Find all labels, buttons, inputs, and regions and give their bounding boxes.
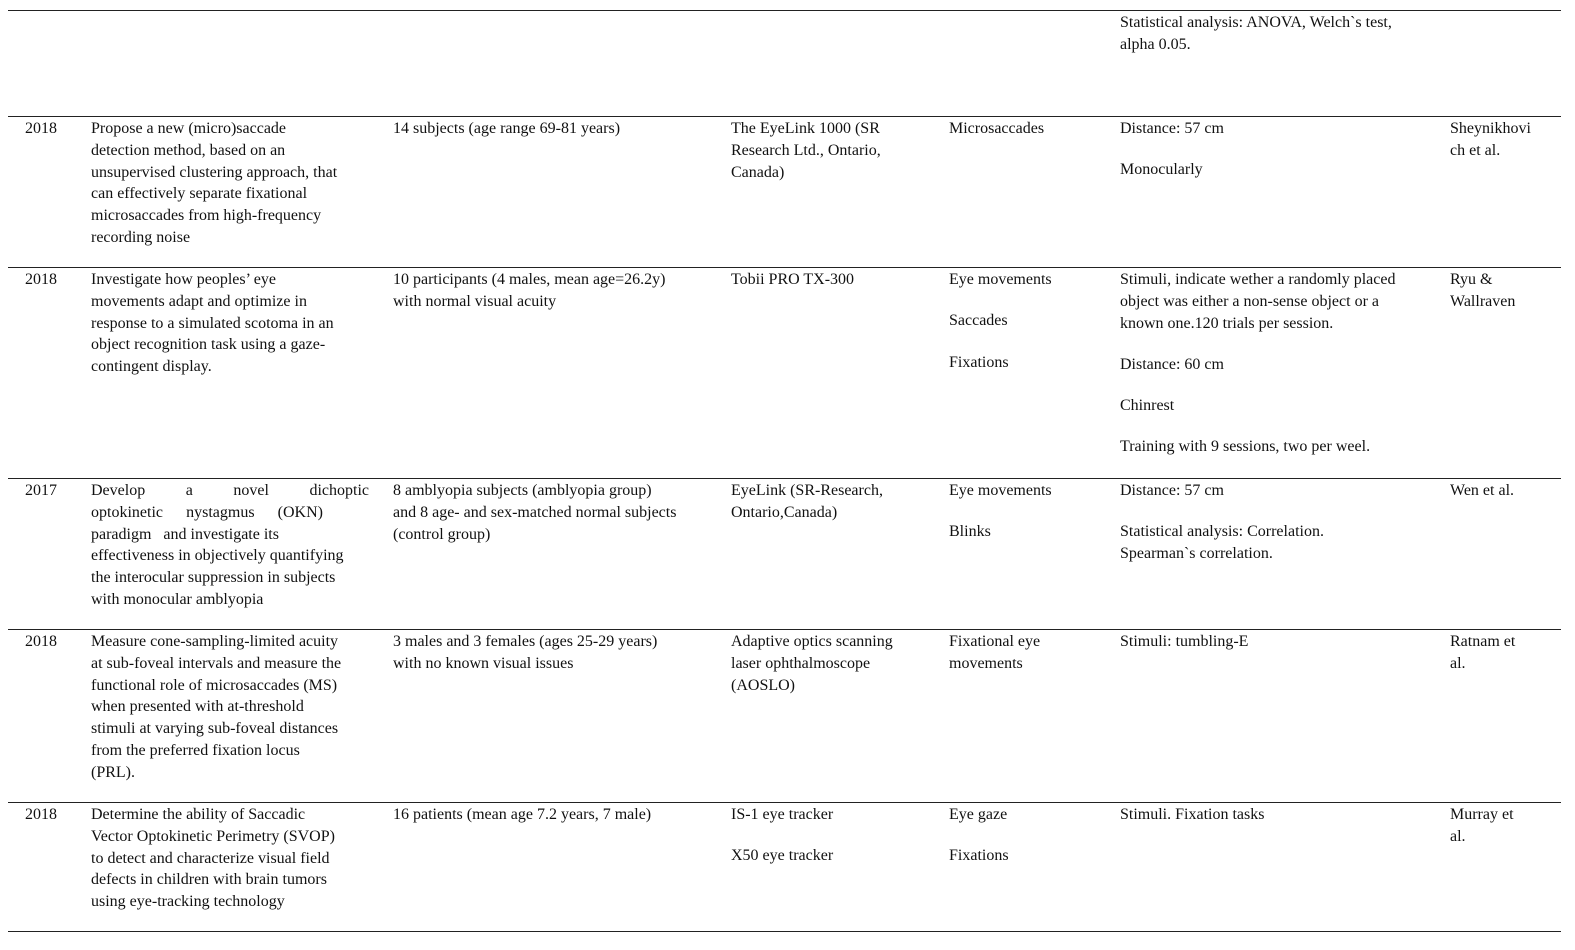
details-line: alpha 0.05. xyxy=(1120,35,1191,53)
aim-line: effectiveness in objectively quantifying xyxy=(91,547,344,565)
details-line: Training with 9 sessions, two per weel. xyxy=(1120,438,1371,456)
device-cell xyxy=(731,631,921,696)
aim-line: Vector Optokinetic Perimetry (SVOP) xyxy=(91,827,335,845)
details-line: Statistical analysis: Correlation. xyxy=(1120,523,1324,541)
metric-line: Eye movements xyxy=(949,482,1052,499)
metric-line: Fixations xyxy=(949,353,1009,371)
aim-word: a xyxy=(185,482,193,499)
year-cell: 2018 xyxy=(25,806,57,823)
subjects-cell xyxy=(393,804,711,826)
aim-line: microsaccades from high-frequency xyxy=(91,207,322,225)
details-line: Spearman`s correlation. xyxy=(1120,545,1273,563)
authors-line: al. xyxy=(1450,827,1466,845)
metric-line: movements xyxy=(949,654,1023,672)
details-item xyxy=(1120,480,1430,502)
metric-item xyxy=(949,269,1099,291)
table-row-divider xyxy=(8,116,1561,117)
device-cell xyxy=(731,118,921,183)
details-item xyxy=(1120,354,1430,376)
metric-line: Fixational eye xyxy=(949,633,1041,650)
aim-line: functional role of microsaccades (MS) xyxy=(91,676,338,694)
table-row-divider xyxy=(8,629,1561,630)
details-line: Distance: 57 cm xyxy=(1120,120,1224,137)
aim-line xyxy=(91,480,369,502)
aim-line: unsupervised clustering approach, that xyxy=(91,163,338,181)
metric-line: Eye movements xyxy=(949,271,1052,288)
year-cell: 2018 xyxy=(25,271,57,288)
aim-line: using eye-tracking technology xyxy=(91,893,285,911)
aim-word: dichoptic xyxy=(309,482,369,499)
aim-cell xyxy=(91,631,369,784)
details-line: Chinrest xyxy=(1120,397,1175,415)
details-item xyxy=(1120,631,1430,653)
aim-cell xyxy=(91,269,369,378)
subjects-line: 10 participants (4 males, mean age=26.2y) xyxy=(393,271,666,288)
metric-line: Eye gaze xyxy=(949,806,1008,823)
device-line: Research Ltd., Ontario, xyxy=(731,141,881,159)
details-cell xyxy=(1120,480,1430,565)
details-item xyxy=(1120,159,1430,181)
aim-word: (OKN) xyxy=(277,503,323,521)
authors-cell xyxy=(1450,118,1545,162)
authors-line: Ryu & xyxy=(1450,271,1493,288)
details-cell xyxy=(1120,631,1430,653)
device-line: Canada) xyxy=(731,163,785,181)
details-line: object was either a non-sense object or a xyxy=(1120,292,1380,310)
authors-cell xyxy=(1450,631,1545,675)
subjects-line: 3 males and 3 females (ages 25-29 years) xyxy=(393,633,658,650)
device-line: (AOSLO) xyxy=(731,676,795,694)
aim-cell xyxy=(91,804,369,913)
details-line: Monocularly xyxy=(1120,161,1203,179)
metrics-cell xyxy=(949,804,1099,867)
details-line: Distance: 57 cm xyxy=(1120,482,1224,499)
details-line: known one.120 trials per session. xyxy=(1120,314,1334,332)
metric-line: Blinks xyxy=(949,523,991,541)
year-cell: 2017 xyxy=(25,482,57,499)
aim-line: Investigate how peoples’ eye xyxy=(91,271,276,288)
aim-line: response to a simulated scotoma in an xyxy=(91,314,334,332)
details-item xyxy=(1120,521,1430,565)
details-line: Stimuli: tumbling-E xyxy=(1120,633,1249,650)
metric-line: Saccades xyxy=(949,312,1008,330)
metric-item xyxy=(949,521,1099,543)
authors-line: Sheynikhovi xyxy=(1450,120,1531,137)
subjects-cell xyxy=(393,631,711,675)
aim-line: recording noise xyxy=(91,228,191,246)
subjects-line: and 8 age- and sex-matched normal subjects xyxy=(393,503,677,521)
table-bottom-rule xyxy=(8,931,1561,932)
subjects-line: 8 amblyopia subjects (amblyopia group) xyxy=(393,482,652,499)
details-item xyxy=(1120,804,1430,826)
metric-line: Microsaccades xyxy=(949,120,1045,137)
details-item xyxy=(1120,269,1430,334)
metric-line: Fixations xyxy=(949,847,1009,865)
details-line: Statistical analysis: ANOVA, Welch`s test, xyxy=(1120,14,1392,31)
metric-item xyxy=(949,631,1099,675)
device-line: The EyeLink 1000 (SR xyxy=(731,120,880,137)
table-row-divider xyxy=(8,267,1561,268)
aim-line: at sub-foveal intervals and measure the xyxy=(91,654,342,672)
details-item xyxy=(1120,118,1430,140)
device-cell xyxy=(731,269,921,291)
details-cell xyxy=(1120,804,1430,826)
details-line: Distance: 60 cm xyxy=(1120,355,1224,373)
subjects-line: (control group) xyxy=(393,525,491,543)
subjects-cell xyxy=(393,480,711,545)
details-cell xyxy=(1120,118,1430,181)
device-cell xyxy=(731,480,921,524)
details-item xyxy=(1120,436,1430,458)
details-cell xyxy=(1120,269,1430,458)
device-cell xyxy=(731,804,921,867)
device-line: EyeLink (SR-Research, xyxy=(731,482,883,499)
aim-line: Determine the ability of Saccadic xyxy=(91,806,306,823)
aim-word: Develop xyxy=(91,482,146,499)
metrics-cell xyxy=(949,269,1099,373)
table-row-divider xyxy=(8,478,1561,479)
authors-cell xyxy=(1450,804,1545,848)
aim-line: Propose a new (micro)saccade xyxy=(91,120,287,137)
details-item xyxy=(1120,395,1430,417)
authors-line: Wen et al. xyxy=(1450,482,1515,499)
aim-cell xyxy=(91,480,369,611)
aim-line: object recognition task using a gaze- xyxy=(91,336,326,354)
authors-line: Murray et xyxy=(1450,806,1514,823)
device-line: Adaptive optics scanning xyxy=(731,633,893,650)
aim-line: can effectively separate fixational xyxy=(91,185,308,203)
subjects-line: 14 subjects (age range 69-81 years) xyxy=(393,120,621,137)
aim-line: paradigm and investigate its xyxy=(91,525,279,543)
aim-line: defects in children with brain tumors xyxy=(91,871,327,889)
aim-line: with monocular amblyopia xyxy=(91,590,264,608)
metrics-cell xyxy=(949,480,1099,543)
device-line: Tobii PRO TX-300 xyxy=(731,271,855,288)
table-top-rule xyxy=(8,10,1561,11)
details-line: Stimuli, indicate wether a randomly placed xyxy=(1120,271,1396,288)
aim-line: detection method, based on an xyxy=(91,141,286,159)
device-item xyxy=(731,845,921,867)
aim-cell xyxy=(91,118,369,249)
device-line: X50 eye tracker xyxy=(731,847,834,865)
device-line: laser ophthalmoscope xyxy=(731,654,871,672)
aim-line: Measure cone-sampling-limited acuity xyxy=(91,633,339,650)
device-item xyxy=(731,804,921,826)
aim-word: optokinetic xyxy=(91,503,163,521)
aim-word: novel xyxy=(233,482,269,499)
subjects-cell xyxy=(393,269,711,313)
aim-line xyxy=(91,502,323,524)
metric-item xyxy=(949,118,1099,140)
authors-line: Ratnam et xyxy=(1450,633,1516,650)
device-line: IS-1 eye tracker xyxy=(731,806,834,823)
aim-line: from the preferred fixation locus xyxy=(91,741,300,759)
subjects-line: 16 patients (mean age 7.2 years, 7 male) xyxy=(393,806,652,823)
metric-item xyxy=(949,804,1099,826)
aim-line: contingent display. xyxy=(91,358,212,376)
aim-line: movements adapt and optimize in xyxy=(91,292,307,310)
device-line: Ontario,Canada) xyxy=(731,503,838,521)
metric-item xyxy=(949,310,1099,332)
authors-line: al. xyxy=(1450,654,1466,672)
aim-line: (PRL). xyxy=(91,763,135,781)
authors-cell xyxy=(1450,269,1545,313)
table-row-divider xyxy=(8,802,1561,803)
aim-line: to detect and characterize visual field xyxy=(91,849,330,867)
metrics-cell xyxy=(949,631,1099,675)
metrics-cell xyxy=(949,118,1099,140)
details-cell xyxy=(1120,12,1430,56)
year-cell: 2018 xyxy=(25,633,57,650)
metric-item xyxy=(949,845,1099,867)
subjects-cell xyxy=(393,118,711,140)
subjects-line: with normal visual acuity xyxy=(393,292,557,310)
authors-line: Wallraven xyxy=(1450,292,1516,310)
aim-line: the interocular suppression in subjects xyxy=(91,569,336,587)
authors-cell xyxy=(1450,480,1545,502)
aim-word: nystagmus xyxy=(186,503,255,521)
aim-line: stimuli at varying sub-foveal distances xyxy=(91,720,339,738)
authors-line: ch et al. xyxy=(1450,141,1501,159)
subjects-line: with no known visual issues xyxy=(393,654,574,672)
metric-item xyxy=(949,352,1099,374)
year-cell: 2018 xyxy=(25,120,57,137)
metric-item xyxy=(949,480,1099,502)
details-line: Stimuli. Fixation tasks xyxy=(1120,806,1265,823)
aim-line: when presented with at-threshold xyxy=(91,698,304,716)
